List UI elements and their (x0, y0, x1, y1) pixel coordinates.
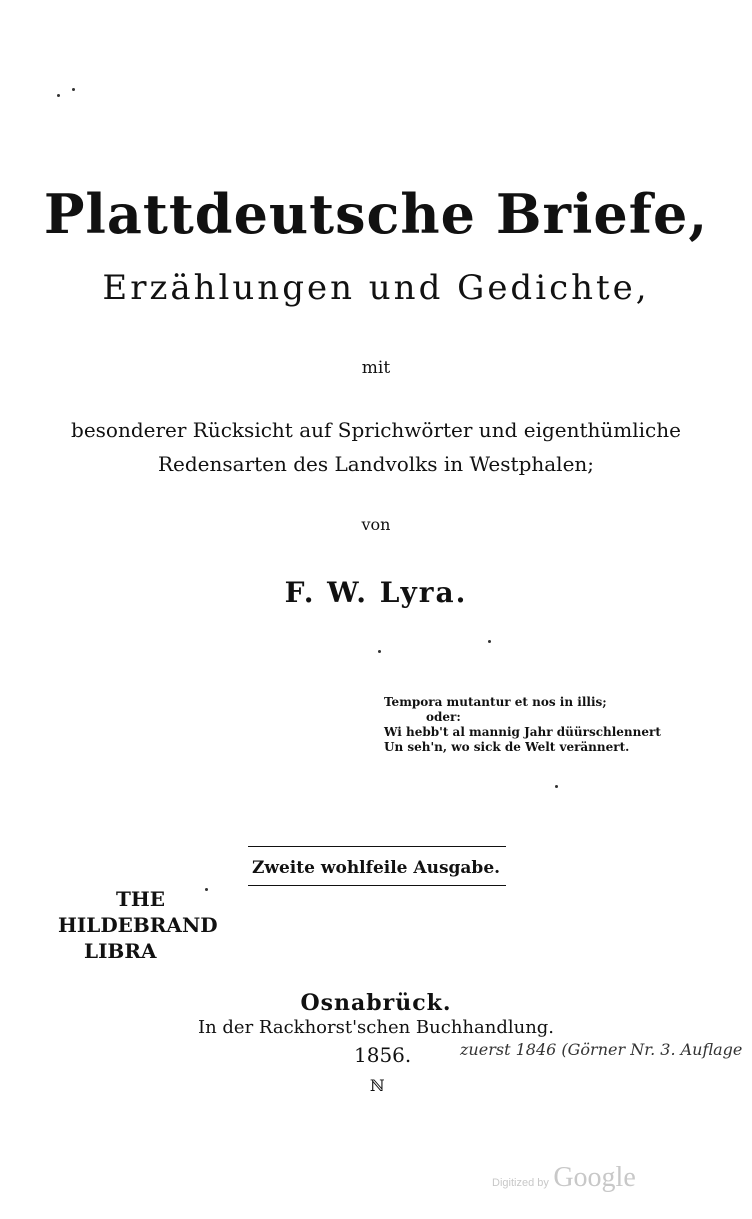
shelf-mark: ℕ (370, 1076, 385, 1095)
google-logo: Google (553, 1162, 636, 1193)
imprint-publisher: In der Rackhorst'schen Buchhandlung. (197, 1017, 555, 1038)
print-speck (555, 785, 558, 788)
connector-mit: mit (361, 358, 391, 378)
motto-line-2: oder: (426, 710, 461, 724)
book-title-line-1: Plattdeutsche Briefe, (43, 182, 709, 246)
library-stamp (58, 886, 218, 964)
edition-rule-top (248, 846, 506, 847)
print-speck (57, 94, 60, 97)
subtitle-line-2: Redensarten des Landvolks in Westphalen; (157, 452, 595, 476)
stamp-line-3: LIBRA (84, 939, 157, 963)
motto-line-1: Tempora mutantur et nos in illis; (384, 695, 607, 709)
connector-von: von (361, 515, 391, 534)
edition-rule-bottom (248, 885, 506, 886)
author-name: F. W. Lyra. (284, 576, 468, 609)
imprint-year: 1856. (354, 1043, 412, 1067)
print-speck (378, 650, 381, 653)
digitizer-prefix: Digitized by (492, 1177, 549, 1189)
motto-line-3: Wi hebb't al mannig Jahr düürschlennert (384, 725, 661, 739)
edition-statement: Zweite wohlfeile Ausgabe. (251, 858, 501, 878)
subtitle-line-1: besonderer Rücksicht auf Sprichwörter und eigenthümliche (71, 418, 681, 442)
motto-line-4: Un seh'n, wo sick de Welt verännert. (384, 740, 630, 754)
print-speck (72, 88, 75, 91)
stamp-line-1: THE (116, 887, 166, 911)
book-title-line-2: Erzählungen und Gedichte, (102, 268, 650, 308)
print-speck (488, 640, 491, 643)
imprint-city: Osnabrück. (300, 990, 452, 1016)
handwritten-note: zuerst 1846 (Görner Nr. 3. Auflage (460, 1040, 743, 1059)
print-speck (205, 888, 208, 891)
motto-block (384, 695, 661, 755)
digitizer-watermark (492, 1162, 636, 1194)
stamp-line-2: HILDEBRAND (58, 913, 218, 937)
